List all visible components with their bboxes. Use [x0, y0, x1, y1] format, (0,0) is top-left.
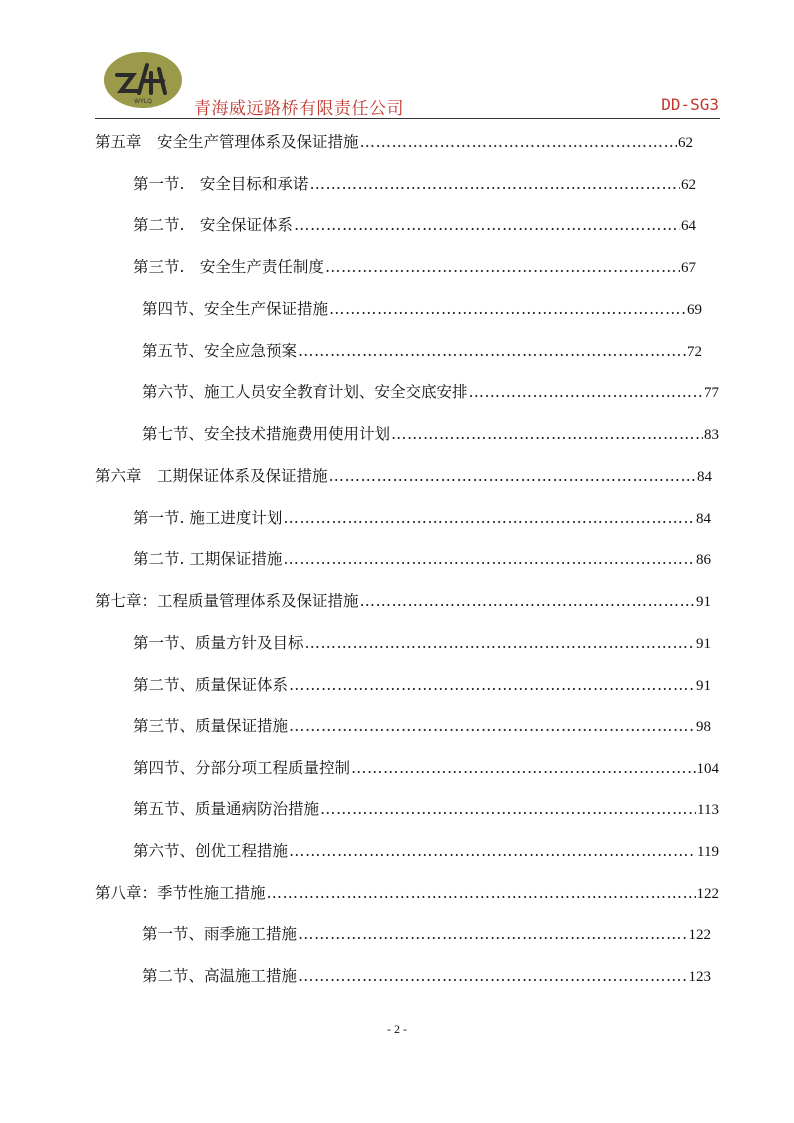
- toc-entry[interactable]: [133, 256, 696, 278]
- toc-entry-title: 第二节、高温施工措施: [142, 967, 298, 985]
- toc-entry-page: 113: [697, 802, 719, 818]
- toc-entry-page: 69: [687, 302, 702, 318]
- toc-entry-page: 83: [704, 427, 719, 443]
- toc-entry[interactable]: [95, 882, 719, 904]
- toc-entry-page: 77: [704, 385, 719, 401]
- toc-entry-page: 72: [687, 344, 702, 360]
- toc-entry-title: 第四节、分部分项工程质量控制: [133, 759, 351, 777]
- toc-entry[interactable]: [133, 840, 719, 862]
- toc-entry[interactable]: [142, 381, 719, 403]
- toc-entry-page: 122: [696, 886, 719, 902]
- toc-leader-dots: [329, 465, 696, 487]
- toc-leader-dots: [298, 340, 686, 362]
- toc-entry-title: 第三节、质量保证措施: [133, 717, 289, 735]
- toc-leader-dots: [283, 507, 695, 529]
- toc-leader-dots: [294, 214, 680, 236]
- toc-leader-dots: [469, 381, 703, 403]
- toc-entry[interactable]: [133, 715, 711, 737]
- toc-entry-title: 第一节. 施工进度计划: [133, 509, 283, 527]
- toc-entry-title: 第六节、创优工程措施: [133, 842, 289, 860]
- toc-entry-title: 第八章：季节性施工措施: [95, 884, 266, 902]
- toc-entry-title: 第六章 工期保证体系及保证措施: [95, 467, 328, 485]
- toc-leader-dots: [309, 173, 680, 195]
- toc-leader-dots: [289, 715, 695, 737]
- toc-leader-dots: [305, 632, 695, 654]
- toc-leader-dots: [329, 298, 686, 320]
- toc-entry-title: 第三节. 安全生产责任制度: [133, 258, 324, 276]
- page-number: - 2 -: [387, 1022, 407, 1036]
- toc-entry-title: 第七节、安全技术措施费用使用计划: [142, 425, 391, 443]
- toc-entry[interactable]: [133, 757, 719, 779]
- toc-entry[interactable]: [142, 340, 702, 362]
- toc-entry[interactable]: [142, 423, 719, 445]
- toc-entry-page: 62: [678, 135, 693, 151]
- toc-leader-dots: [325, 256, 680, 278]
- toc-leader-dots: [298, 965, 687, 987]
- toc-entry-title: 第四节、安全生产保证措施: [142, 300, 329, 318]
- toc-entry-title: 第二节. 工期保证措施: [133, 550, 283, 568]
- toc-leader-dots: [360, 590, 695, 612]
- toc-entry-title: 第五章 安全生产管理体系及保证措施: [95, 133, 359, 151]
- toc-entry-page: 122: [688, 927, 711, 943]
- toc-entry-page: 119: [697, 844, 719, 860]
- toc-entry[interactable]: [142, 298, 702, 320]
- toc-entry[interactable]: [142, 965, 711, 987]
- toc-entry-page: 91: [696, 678, 711, 694]
- toc-entry[interactable]: [142, 923, 711, 945]
- toc-entry-page: 64: [681, 218, 696, 234]
- company-name: 青海威远路桥有限责任公司: [194, 99, 404, 119]
- toc-entry-title: 第五节、安全应急预案: [142, 342, 298, 360]
- toc-entry-page: 91: [696, 594, 711, 610]
- toc-entry[interactable]: [95, 465, 712, 487]
- toc-entry[interactable]: [95, 590, 711, 612]
- toc-entry[interactable]: [133, 214, 696, 236]
- toc-entry[interactable]: [133, 173, 696, 195]
- toc-entry-page: 123: [688, 969, 711, 985]
- toc-entry-title: 第一节、雨季施工措施: [142, 925, 298, 943]
- toc-entry[interactable]: [133, 674, 711, 696]
- toc-entry-title: 第六节、施工人员安全教育计划、安全交底安排: [142, 383, 468, 401]
- toc-entry-title: 第二节. 安全保证体系: [133, 216, 293, 234]
- toc-entry[interactable]: [95, 131, 693, 153]
- toc-entry-page: 62: [681, 177, 696, 193]
- toc-entry[interactable]: [133, 632, 711, 654]
- toc-leader-dots: [289, 840, 696, 862]
- toc-entry[interactable]: [133, 548, 711, 570]
- svg-text:WYLQ: WYLQ: [134, 98, 152, 105]
- toc-entry-page: 86: [696, 552, 711, 568]
- toc-entry-title: 第七章：工程质量管理体系及保证措施: [95, 592, 359, 610]
- toc-entry-title: 第一节. 安全目标和承诺: [133, 175, 309, 193]
- toc-leader-dots: [289, 674, 695, 696]
- toc-leader-dots: [391, 423, 703, 445]
- toc-leader-dots: [283, 548, 695, 570]
- toc-entry-page: 67: [681, 260, 696, 276]
- toc-entry[interactable]: [133, 798, 719, 820]
- toc-leader-dots: [351, 757, 695, 779]
- toc-entry[interactable]: [133, 507, 711, 529]
- toc-entry-page: 104: [696, 761, 719, 777]
- toc-leader-dots: [298, 923, 687, 945]
- toc-entry-page: 91: [696, 636, 711, 652]
- toc-leader-dots: [360, 131, 677, 153]
- toc-leader-dots: [267, 882, 696, 904]
- toc-leader-dots: [320, 798, 696, 820]
- toc-entry-page: 84: [696, 511, 711, 527]
- toc-entry-page: 84: [697, 469, 712, 485]
- toc-entry-title: 第一节、质量方针及目标: [133, 634, 304, 652]
- document-code: DD-SG3: [661, 95, 719, 114]
- toc-entry-title: 第五节、质量通病防治措施: [133, 800, 320, 818]
- toc-entry-title: 第二节、质量保证体系: [133, 676, 289, 694]
- toc-entry-page: 98: [696, 719, 711, 735]
